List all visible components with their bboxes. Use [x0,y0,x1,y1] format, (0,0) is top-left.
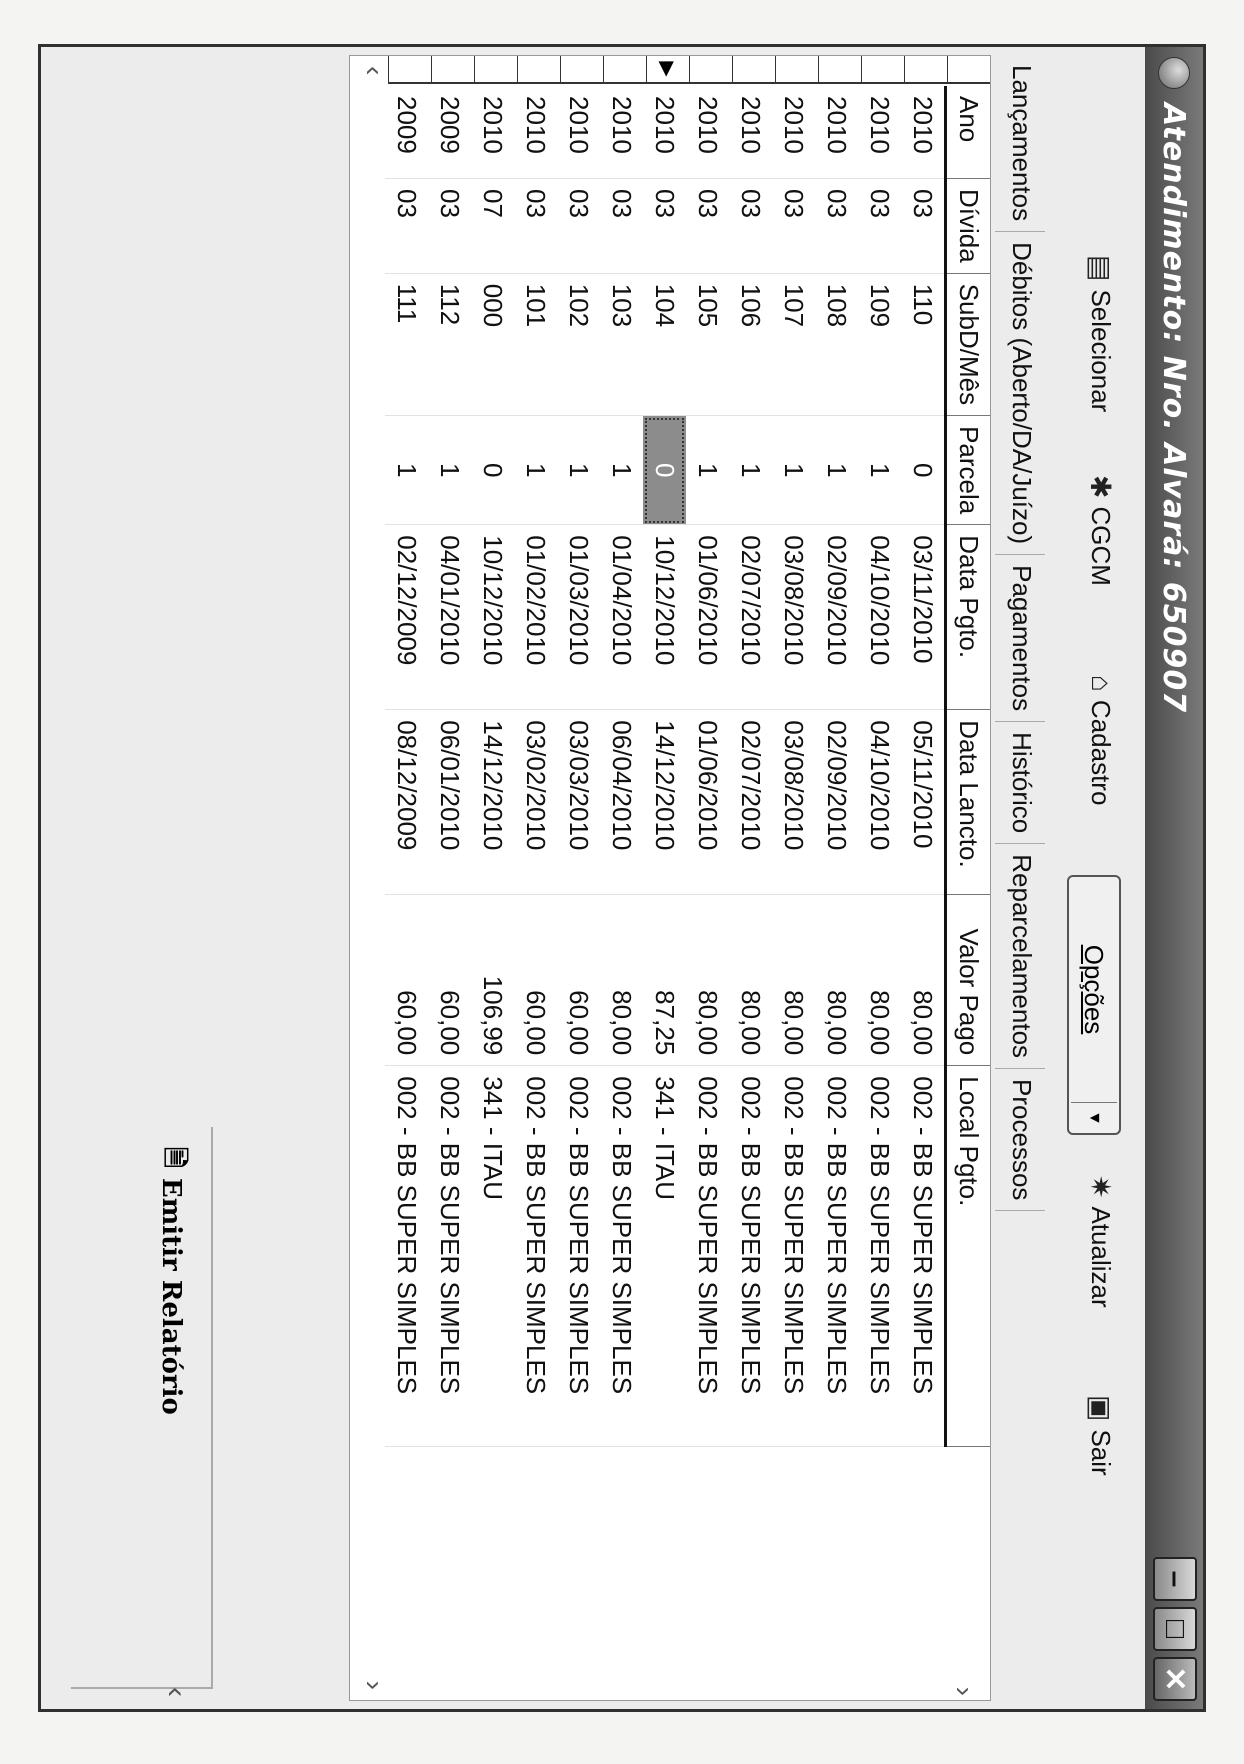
cell-data-pgto[interactable]: 10/12/2010 [643,525,686,710]
cell-parcela[interactable]: 1 [858,416,901,525]
people-icon: ✱ [1085,475,1116,499]
options-label: Opções [1079,944,1110,1035]
header-data-lancto[interactable]: Data Lancto. [946,710,991,895]
table-row[interactable] [385,86,428,1447]
header-ano[interactable]: Ano [946,86,991,179]
cell-local-pgto[interactable]: 002 - BB SUPER SIMPLES [428,1066,471,1447]
cell-valor-pago[interactable]: 80,00 [686,895,729,1066]
cell-subd-mes[interactable]: 106 [729,273,772,415]
table-header-row [946,86,991,1447]
cell-valor-pago[interactable]: 106,99 [471,895,514,1066]
tab-debitos[interactable]: Débitos (Aberto/DA/Juízo) [995,232,1045,555]
cell-data-lancto[interactable]: 04/10/2010 [858,710,901,895]
cell-data-pgto[interactable]: 02/09/2010 [815,525,858,710]
tab-bar [995,55,1045,1211]
cell-ano[interactable]: 2010 [686,86,729,179]
cell-divida[interactable]: 03 [428,179,471,274]
cell-data-lancto[interactable]: 02/09/2010 [815,710,858,895]
cell-valor-pago[interactable]: 60,00 [514,895,557,1066]
cell-data-pgto[interactable]: 01/04/2010 [600,525,643,710]
cadastro-button[interactable] [1085,675,1117,805]
cell-subd-mes[interactable]: 109 [858,273,901,415]
cell-valor-pago[interactable]: 80,00 [815,895,858,1066]
cell-parcela[interactable]: 1 [385,416,428,525]
cell-valor-pago[interactable]: 60,00 [385,895,428,1066]
table-row[interactable] [815,86,858,1447]
exit-icon: ▣ [1085,1395,1116,1422]
cell-local-pgto[interactable]: 002 - BB SUPER SIMPLES [686,1066,729,1447]
cell-valor-pago[interactable]: 80,00 [729,895,772,1066]
cell-divida[interactable]: 03 [514,179,557,274]
cell-data-pgto[interactable]: 04/01/2010 [428,525,471,710]
cell-ano[interactable]: 2009 [428,86,471,179]
cell-parcela[interactable]: 1 [428,416,471,525]
table-row[interactable] [686,86,729,1447]
cell-ano[interactable]: 2010 [729,86,772,179]
home-icon: ⌂ [1086,675,1117,692]
cell-local-pgto[interactable]: 002 - BB SUPER SIMPLES [858,1066,901,1447]
cell-parcela[interactable]: 0 [901,416,946,525]
scroll-left-icon[interactable]: ‹ [359,66,390,76]
header-data-pgto[interactable]: Data Pgto. [946,525,991,710]
cell-local-pgto[interactable]: 002 - BB SUPER SIMPLES [901,1066,946,1447]
select-label: Selecionar [1086,289,1116,413]
cell-subd-mes[interactable]: 105 [686,273,729,415]
emit-report-button[interactable] [149,1147,193,1415]
header-subd-mes[interactable]: SubD/Mês [946,273,991,415]
table-row[interactable] [471,86,514,1447]
cell-subd-mes[interactable]: 101 [514,273,557,415]
cell-divida[interactable]: 03 [729,179,772,274]
cell-data-lancto[interactable]: 02/07/2010 [729,710,772,895]
cell-parcela[interactable]: 1 [729,416,772,525]
row-indicator[interactable] [775,56,818,84]
list-icon: ▤ [1085,255,1116,282]
table-row[interactable] [729,86,772,1447]
cell-valor-pago[interactable]: 87,25 [643,895,686,1066]
cell-data-lancto[interactable]: 08/12/2009 [385,710,428,895]
cell-ano[interactable]: 2010 [557,86,600,179]
row-indicator[interactable] [474,56,517,84]
row-indicator[interactable] [388,56,431,84]
cgcm-button[interactable] [1084,475,1117,586]
cell-data-pgto[interactable]: 01/06/2010 [686,525,729,710]
payments-table [385,86,990,1447]
cell-data-lancto[interactable]: 01/06/2010 [686,710,729,895]
cell-ano[interactable]: 2010 [643,86,686,179]
row-indicator[interactable] [904,56,947,84]
cell-data-lancto[interactable]: 05/11/2010 [901,710,946,895]
cell-data-pgto[interactable]: 04/10/2010 [858,525,901,710]
cell-data-lancto[interactable]: 06/04/2010 [600,710,643,895]
cell-ano[interactable]: 2010 [858,86,901,179]
cell-subd-mes[interactable]: 000 [471,273,514,415]
cell-divida[interactable]: 03 [858,179,901,274]
cell-valor-pago[interactable]: 80,00 [858,895,901,1066]
cell-ano[interactable]: 2010 [901,86,946,179]
row-indicator[interactable] [517,56,560,84]
cell-parcela[interactable]: 0 [643,416,686,525]
header-valor-pago[interactable]: Valor Pago [946,895,991,1066]
title-bar[interactable] [1145,47,1203,1709]
cell-local-pgto[interactable]: 341 - ITAU [471,1066,514,1447]
tab-reparcelamentos[interactable]: Reparcelamentos [995,844,1045,1069]
document-icon: 🗎 [159,1147,189,1168]
cell-divida[interactable]: 03 [772,179,815,274]
cell-data-lancto[interactable]: 03/08/2010 [772,710,815,895]
cell-subd-mes[interactable]: 108 [815,273,858,415]
cell-divida[interactable]: 03 [686,179,729,274]
cell-subd-mes[interactable]: 110 [901,273,946,415]
cell-valor-pago[interactable]: 80,00 [600,895,643,1066]
cell-subd-mes[interactable]: 103 [600,273,643,415]
cell-subd-mes[interactable]: 112 [428,273,471,415]
options-dropdown[interactable] [1067,875,1121,1135]
cell-ano[interactable]: 2010 [600,86,643,179]
tab-lancamentos[interactable]: Lançamentos [995,55,1045,232]
cell-local-pgto[interactable]: 002 - BB SUPER SIMPLES [514,1066,557,1447]
table-row[interactable] [428,86,471,1447]
cell-data-lancto[interactable]: 03/03/2010 [557,710,600,895]
table-row[interactable] [557,86,600,1447]
panel-scroll-icon[interactable]: ‹ [160,1687,193,1697]
cell-divida[interactable]: 03 [815,179,858,274]
update-label: Atualizar [1086,1206,1116,1308]
minimize-icon: – [1159,1570,1192,1588]
cell-data-pgto[interactable]: 02/07/2010 [729,525,772,710]
cell-ano[interactable]: 2010 [815,86,858,179]
table-row[interactable] [600,86,643,1447]
cell-divida[interactable]: 03 [901,179,946,274]
cell-parcela[interactable]: 1 [686,416,729,525]
cell-subd-mes[interactable]: 102 [557,273,600,415]
cell-ano[interactable]: 2009 [385,86,428,179]
cell-valor-pago[interactable]: 80,00 [901,895,946,1066]
cell-parcela[interactable]: 1 [514,416,557,525]
cell-subd-mes[interactable]: 104 [643,273,686,415]
cell-ano[interactable]: 2010 [471,86,514,179]
minimize-button[interactable] [1153,1557,1197,1601]
cell-data-pgto[interactable]: 03/11/2010 [901,525,946,710]
cell-parcela[interactable]: 0 [471,416,514,525]
cell-data-lancto[interactable]: 06/01/2010 [428,710,471,895]
row-indicator[interactable] [603,56,646,84]
row-indicator[interactable] [818,56,861,84]
cell-ano[interactable]: 2010 [514,86,557,179]
cell-local-pgto[interactable]: 002 - BB SUPER SIMPLES [385,1066,428,1447]
close-icon: ✕ [1158,1666,1192,1692]
cell-local-pgto[interactable]: 341 - ITAU [643,1066,686,1447]
chevron-down-icon[interactable]: ▼ [1071,1102,1117,1133]
header-divida[interactable]: Dívida [946,179,991,274]
scroll-right-icon[interactable]: › [949,1686,980,1696]
cell-data-pgto[interactable]: 01/03/2010 [557,525,600,710]
table-row[interactable] [901,86,946,1447]
close-button[interactable] [1153,1657,1197,1701]
cell-parcela[interactable]: 1 [772,416,815,525]
cell-divida[interactable]: 03 [600,179,643,274]
window-title: Atendimento: Nro. Alvará: 650907 [1156,103,1192,714]
cell-divida[interactable]: 07 [471,179,514,274]
row-indicator[interactable]: ▶ [646,56,689,84]
emit-report-label: Emitir Relatório [156,1177,186,1415]
cell-subd-mes[interactable]: 111 [385,273,428,415]
cell-valor-pago[interactable]: 60,00 [428,895,471,1066]
cell-data-pgto[interactable]: 01/02/2010 [514,525,557,710]
row-indicator[interactable] [560,56,603,84]
cell-data-lancto[interactable]: 14/12/2010 [643,710,686,895]
maximize-button[interactable] [1153,1607,1197,1651]
cell-data-lancto[interactable]: 03/02/2010 [514,710,557,895]
update-button[interactable] [1084,1175,1117,1308]
main-window [38,44,1206,1712]
cell-local-pgto[interactable]: 002 - BB SUPER SIMPLES [600,1066,643,1447]
row-indicator[interactable] [861,56,904,84]
cell-ano[interactable]: 2010 [772,86,815,179]
cell-valor-pago[interactable]: 80,00 [772,895,815,1066]
exit-button[interactable] [1084,1395,1117,1476]
tab-pagamentos[interactable]: Pagamentos [995,555,1045,722]
exit-label: Sair [1086,1429,1116,1476]
cell-divida[interactable]: 03 [385,179,428,274]
table-row[interactable] [514,86,557,1447]
cell-data-pgto[interactable]: 03/08/2010 [772,525,815,710]
cell-local-pgto[interactable]: 002 - BB SUPER SIMPLES [772,1066,815,1447]
row-indicator[interactable] [689,56,732,84]
cell-valor-pago[interactable]: 60,00 [557,895,600,1066]
cgcm-label: CGCM [1086,506,1116,586]
select-button[interactable] [1084,255,1117,412]
tab-processos[interactable]: Processos [995,1069,1045,1211]
cell-parcela[interactable]: 1 [815,416,858,525]
cell-divida[interactable]: 03 [557,179,600,274]
cell-local-pgto[interactable]: 002 - BB SUPER SIMPLES [729,1066,772,1447]
cell-local-pgto[interactable]: 002 - BB SUPER SIMPLES [815,1066,858,1447]
table-row[interactable] [858,86,901,1447]
cell-data-pgto[interactable]: 02/12/2009 [385,525,428,710]
row-indicator-column [388,56,990,84]
table-row[interactable] [643,86,686,1447]
toolbar [1053,55,1139,1701]
cell-parcela[interactable]: 1 [600,416,643,525]
cell-local-pgto[interactable]: 002 - BB SUPER SIMPLES [557,1066,600,1447]
cell-divida[interactable]: 03 [643,179,686,274]
cell-subd-mes[interactable]: 107 [772,273,815,415]
refresh-icon: ✷ [1085,1175,1116,1199]
table-row[interactable] [772,86,815,1447]
header-parcela[interactable]: Parcela [946,416,991,525]
app-icon [1158,57,1190,89]
cell-data-pgto[interactable]: 10/12/2010 [471,525,514,710]
payments-grid[interactable] [349,55,991,1701]
cell-parcela[interactable]: 1 [557,416,600,525]
cell-data-lancto[interactable]: 14/12/2010 [471,710,514,895]
tab-historico[interactable]: Histórico [995,722,1045,844]
header-local-pgto[interactable]: Local Pgto. [946,1066,991,1447]
maximize-icon: □ [1159,1619,1192,1639]
row-indicator[interactable] [732,56,775,84]
cadastro-label: Cadastro [1086,699,1117,806]
row-indicator[interactable] [431,56,474,84]
row-indicator-header [947,56,990,84]
scroll-down-icon[interactable]: › [359,1680,390,1690]
